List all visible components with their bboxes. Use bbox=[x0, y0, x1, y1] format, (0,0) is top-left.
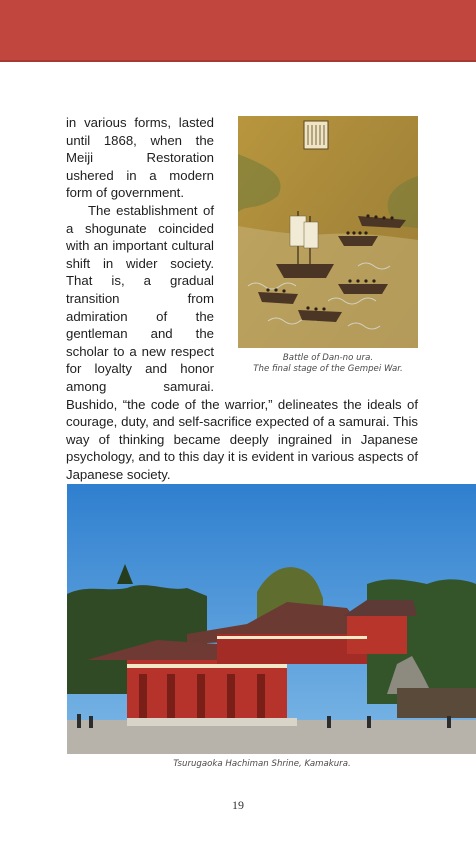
page-number: 19 bbox=[232, 798, 244, 812]
paragraph-1: in various forms, lasted until 1868, when the Meiji Restoration ushered in a modern form of government. bbox=[66, 115, 214, 201]
battle-painting-figure bbox=[230, 116, 418, 375]
shrine-photo bbox=[67, 484, 476, 754]
shrine-photo-caption: Tsurugaoka Hachiman Shrine, Kamakura. bbox=[173, 759, 351, 769]
paragraph-2: The establishment of a shogunate coincided with an important cultural shift in wider society. That is, a gradual transition from admiration of the gentleman and the scholar to a new respect for loyalty and honor among samurai. Bushido, “the code of the warrior,” delineates the ideals of courage, duty, and self-sacrifice expected of a samurai. This way of thinking became deeply ingrained in Japanese psychology, and to this day it is evident in various aspects of Japanese society. bbox=[66, 202, 418, 482]
header-color-band bbox=[0, 0, 476, 62]
body-text bbox=[66, 114, 418, 483]
battle-painting-image bbox=[238, 116, 418, 348]
battle-caption-line-2: The final stage of the Gempei War. bbox=[253, 364, 403, 374]
battle-caption-line-1: Battle of Dan-no ura. bbox=[282, 353, 374, 363]
battle-painting-caption bbox=[238, 353, 418, 375]
